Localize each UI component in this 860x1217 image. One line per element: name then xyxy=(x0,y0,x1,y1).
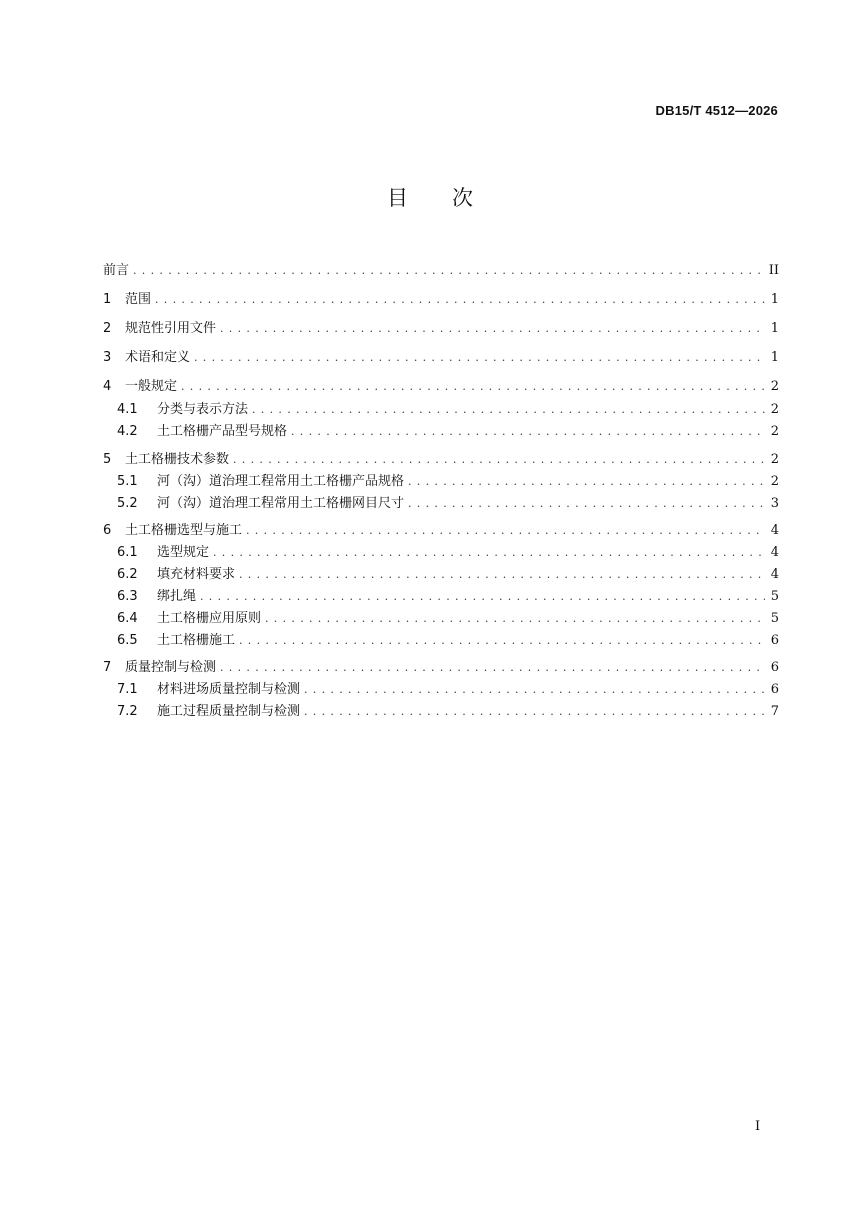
toc-entry-label: 土工格栅技术参数 xyxy=(125,452,230,467)
toc-entry-number: 5.1 xyxy=(117,474,138,489)
toc-entry-label: 填充材料要求 xyxy=(157,567,236,582)
toc-entry-number: 2 xyxy=(103,321,112,336)
document-code: DB15/T 4512—2026 xyxy=(655,103,778,118)
toc-leader-dots xyxy=(252,400,765,420)
toc-entry-number: 4.2 xyxy=(117,424,138,439)
toc-leader-dots xyxy=(408,494,765,514)
toc-entry-page: 4 xyxy=(770,545,779,560)
toc-entry-label: 一般规定 xyxy=(125,379,178,394)
toc-entry-6-1[interactable] xyxy=(117,543,779,563)
toc-entry-label: 土工格栅施工 xyxy=(157,633,236,648)
toc-entry-page: 6 xyxy=(770,682,779,697)
toc-entry-3[interactable] xyxy=(103,348,779,368)
toc-leader-dots xyxy=(220,319,765,339)
toc-title-right: 次 xyxy=(452,186,473,210)
toc-leader-dots xyxy=(155,290,765,310)
toc-entry-page: 2 xyxy=(770,379,779,394)
toc-entry-4-2[interactable] xyxy=(117,422,779,442)
toc-leader-dots xyxy=(213,543,765,563)
toc-entry-page: 2 xyxy=(770,452,779,467)
toc-entry-label: 土工格栅选型与施工 xyxy=(125,523,243,538)
toc-entry-number: 7.1 xyxy=(117,682,138,697)
toc-entry-page: 1 xyxy=(770,292,779,307)
toc-entry-label: 分类与表示方法 xyxy=(157,402,249,417)
toc-entry-number: 7.2 xyxy=(117,704,138,719)
toc-entry-page: 2 xyxy=(770,474,779,489)
toc-entry-number: 6 xyxy=(103,523,112,538)
toc-leader-dots xyxy=(265,609,765,629)
toc-entry-label: 前言 xyxy=(103,263,130,278)
toc-entry-number: 1 xyxy=(103,292,112,307)
toc-entry-page: 2 xyxy=(770,424,779,439)
toc-entry-2[interactable] xyxy=(103,319,779,339)
toc-leader-dots xyxy=(220,658,765,678)
toc-entry-page: 6 xyxy=(770,660,779,675)
toc-entry-number: 5 xyxy=(103,452,112,467)
toc-entry-page: 1 xyxy=(770,321,779,336)
toc-leader-dots xyxy=(304,680,765,700)
toc-leader-dots xyxy=(408,472,765,492)
toc-entry-5-1[interactable] xyxy=(117,472,779,492)
toc-entry-label: 范围 xyxy=(125,292,152,307)
toc-leader-dots xyxy=(246,521,765,541)
toc-entry-6-5[interactable] xyxy=(117,631,779,651)
toc-leader-dots xyxy=(291,422,765,442)
toc-title-left: 目 xyxy=(387,186,408,210)
toc-leader-dots xyxy=(194,348,765,368)
toc-entry-number: 6.3 xyxy=(117,589,138,604)
toc-title xyxy=(0,182,860,212)
toc-entry-number: 6.5 xyxy=(117,633,138,648)
toc-entry-page: 2 xyxy=(770,402,779,417)
page-number: I xyxy=(755,1119,761,1134)
toc-leader-dots xyxy=(200,587,765,607)
toc-leader-dots xyxy=(239,631,765,651)
toc-entry-4-1[interactable] xyxy=(117,400,779,420)
toc-entry-label: 河（沟）道治理工程常用土工格栅产品规格 xyxy=(157,474,405,489)
toc-entry-number: 4.1 xyxy=(117,402,138,417)
toc-entry-number: 6.2 xyxy=(117,567,138,582)
toc-entry-page: 3 xyxy=(770,496,779,511)
toc-entry-page: 5 xyxy=(770,589,779,604)
toc-entry-5[interactable] xyxy=(103,450,779,470)
toc-entry-6-2[interactable] xyxy=(117,565,779,585)
toc-entry-6[interactable] xyxy=(103,521,779,541)
toc-entry-7[interactable] xyxy=(103,658,779,678)
toc-entry-page: 6 xyxy=(770,633,779,648)
toc-entry-1[interactable] xyxy=(103,290,779,310)
toc-entry-6-4[interactable] xyxy=(117,609,779,629)
toc-entry-number: 4 xyxy=(103,379,112,394)
toc-entry-label: 材料进场质量控制与检测 xyxy=(157,682,301,697)
toc-entry-7-1[interactable] xyxy=(117,680,779,700)
toc-entry-7-2[interactable] xyxy=(117,702,779,722)
toc-entry-page: 1 xyxy=(770,350,779,365)
toc-entry-page: 4 xyxy=(770,523,779,538)
toc-entry-4[interactable] xyxy=(103,377,779,397)
toc-entry-page: 7 xyxy=(770,704,779,719)
toc-entry-label: 规范性引用文件 xyxy=(125,321,217,336)
toc-entry-page: 5 xyxy=(770,611,779,626)
toc-entry-label: 土工格栅应用原则 xyxy=(157,611,262,626)
toc-entry-label: 选型规定 xyxy=(157,545,210,560)
toc-entry-page: II xyxy=(768,263,779,278)
toc-entry-page: 4 xyxy=(770,567,779,582)
toc-entry-foreword[interactable] xyxy=(103,261,779,281)
toc-entry-label: 施工过程质量控制与检测 xyxy=(157,704,301,719)
toc-entry-number: 6.1 xyxy=(117,545,138,560)
toc-entry-5-2[interactable] xyxy=(117,494,779,514)
toc-entry-label: 河（沟）道治理工程常用土工格栅网目尺寸 xyxy=(157,496,405,511)
toc-entry-label: 术语和定义 xyxy=(125,350,191,365)
toc-entry-6-3[interactable] xyxy=(117,587,779,607)
toc-entry-number: 6.4 xyxy=(117,611,138,626)
toc-leader-dots xyxy=(133,261,763,281)
toc-leader-dots xyxy=(181,377,765,397)
toc-entry-label: 土工格栅产品型号规格 xyxy=(157,424,288,439)
toc-entry-number: 5.2 xyxy=(117,496,138,511)
toc-entry-number: 7 xyxy=(103,660,112,675)
toc-leader-dots xyxy=(304,702,765,722)
toc-entry-number: 3 xyxy=(103,350,112,365)
toc-entry-label: 质量控制与检测 xyxy=(125,660,217,675)
toc-entry-label: 绑扎绳 xyxy=(157,589,197,604)
toc-leader-dots xyxy=(239,565,765,585)
toc-leader-dots xyxy=(233,450,765,470)
